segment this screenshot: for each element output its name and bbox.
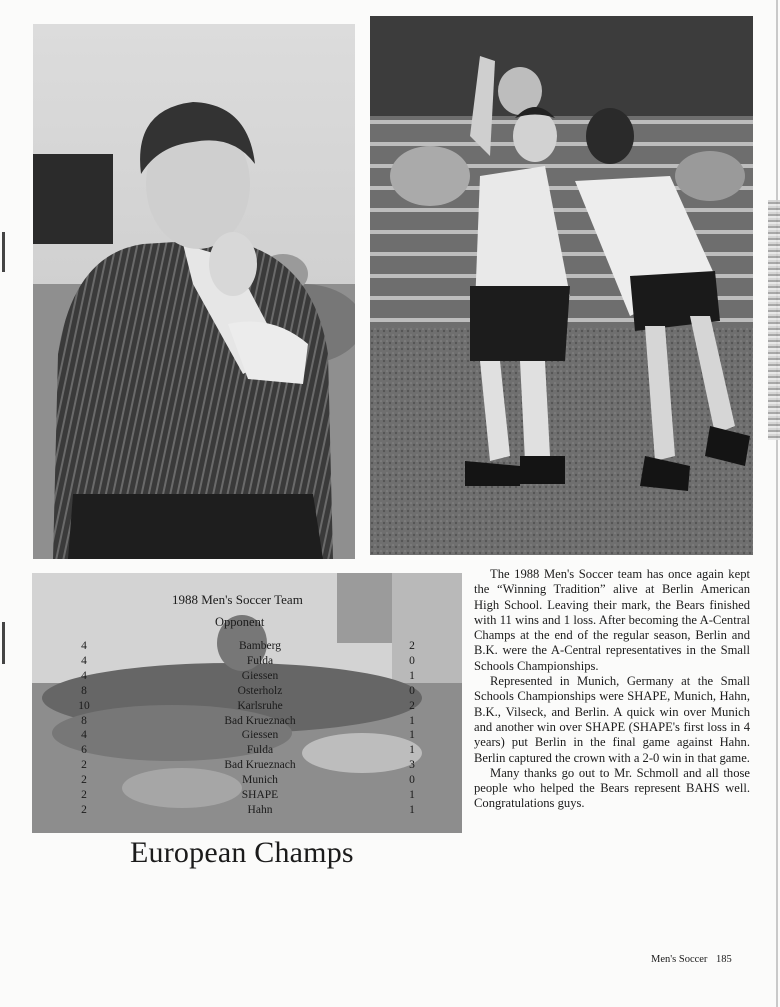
page-number: 185: [716, 954, 732, 965]
opponent-score: 3: [409, 759, 415, 772]
our-score-column: [78, 639, 90, 818]
article-body: [474, 567, 750, 812]
opponent-name: Giessen: [241, 729, 279, 742]
page-edge: [776, 0, 778, 1007]
opponent-name: Karlsruhe: [237, 699, 283, 712]
opponent-name: Bad Krueznach: [224, 714, 296, 727]
opponent-name: Hahn: [247, 803, 273, 816]
our-score: 2: [81, 803, 87, 816]
our-score: 4: [81, 669, 87, 682]
opponent-score: 1: [409, 789, 415, 802]
opponent-name: Bad Krueznach: [224, 759, 296, 772]
roster-title: 1988 Men's Soccer Team: [172, 592, 303, 607]
our-score: 2: [81, 759, 87, 772]
opponent-name: Fulda: [246, 744, 274, 757]
our-score: 4: [81, 654, 87, 667]
coach-photo: [33, 24, 355, 559]
opponent-score-column: [406, 639, 418, 818]
page-headline: European Champs: [130, 836, 354, 869]
opponent-score: 0: [409, 684, 415, 697]
opponent-name: Osterholz: [237, 684, 283, 697]
opponent-name: Munich: [242, 774, 278, 787]
opponent-score: 1: [409, 714, 415, 727]
opponent-score: 2: [409, 640, 415, 652]
opponent-score: 1: [409, 729, 415, 742]
margin-mark: [2, 232, 5, 272]
binding-strip: [768, 200, 780, 440]
our-score: 4: [81, 729, 87, 742]
article-paragraph: The 1988 Men's Soccer team has once again kept the “Winning Tradition” alive at Berlin American High School. Leaving their mark, the Bears finished with 11 wins and 1 loss. After becoming the A-Central Champs at the end of the regular season, Berlin and B.K. were the A-Central representatives in the Small Schools Championships.: [474, 567, 750, 673]
our-score: 2: [81, 789, 87, 802]
season-record: [32, 573, 462, 833]
our-score: 10: [78, 699, 90, 712]
page-footer: [645, 954, 732, 965]
article-paragraph: Represented in Munich, Germany at the Small Schools Championships were SHAPE, Munich, Hahn, B.K., Vilseck, and Berlin. A quick win over Munich and another win over SHAPE (SHAPE's first loss in 4 years) put Berlin in the final game against Hahn. Berlin captured the crown with a 2-0 win in that game.: [474, 674, 750, 765]
our-score: 4: [81, 640, 87, 652]
opponent-name: Giessen: [241, 669, 279, 682]
opponent-score: 1: [409, 803, 415, 816]
margin-mark: [2, 622, 5, 664]
opponent-name: SHAPE: [241, 789, 279, 802]
opponent-score: 0: [409, 774, 415, 787]
opponent-name: Bamberg: [239, 640, 281, 652]
footer-section: Men's Soccer: [651, 954, 708, 965]
opponent-name: Fulda: [246, 654, 274, 667]
opponent-score: 1: [409, 669, 415, 682]
players-photo: [370, 16, 753, 555]
opponent-score: 1: [409, 744, 415, 757]
our-score: 8: [81, 684, 87, 697]
our-score: 2: [81, 774, 87, 787]
article-paragraph: Many thanks go out to Mr. Schmoll and all those people who helped the Bears represent BAHS well. Congratulations guys.: [474, 765, 750, 811]
opponent-score: 2: [409, 699, 415, 712]
our-score: 6: [81, 744, 87, 757]
opponent-column: [200, 639, 320, 818]
opponent-header: Opponent: [215, 615, 265, 629]
opponent-score: 0: [409, 654, 415, 667]
our-score: 8: [81, 714, 87, 727]
